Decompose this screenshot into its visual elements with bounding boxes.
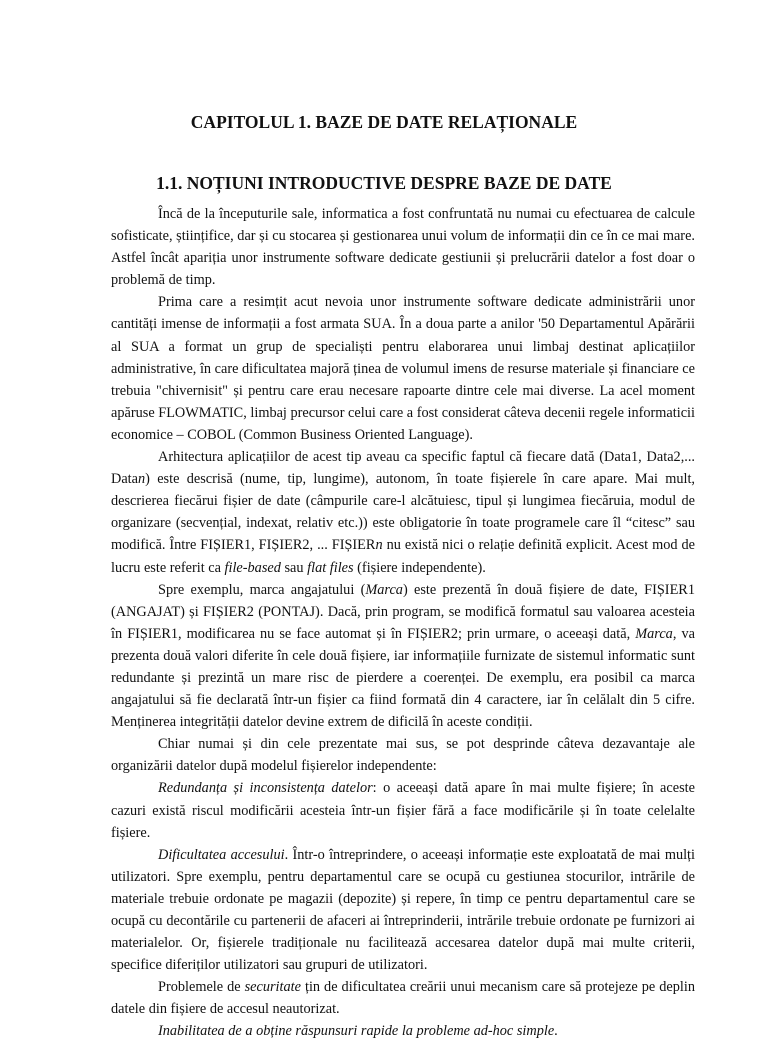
text-run: . [554, 1023, 558, 1040]
text-run: : o aceeași dată apare în mai multe fișiere; în aceste cazuri există riscul modificării acesteia într-un fișier fără a face modificările și în toate celelalte fișiere. [111, 780, 695, 841]
paragraph [111, 844, 695, 977]
italic-text: Inabilitatea de a obține răspunsuri rapide la probleme ad-hoc simple [158, 1023, 555, 1040]
italic-text: flat files [307, 559, 354, 576]
italic-text: Redundanța și inconsistența datelor [158, 780, 373, 797]
text-run: Chiar numai și din cele prezentate mai sus, se pot desprinde câteva dezavantaje ale organizării datelor după modelul fișierelor independente: [111, 736, 695, 775]
italic-text: n [375, 537, 383, 554]
paragraph [111, 446, 695, 579]
text-run: (fișiere independente). [353, 559, 486, 576]
italic-text: n [138, 471, 146, 488]
text-run: . Într-o întreprindere, o aceeași informație este exploatată de mai mulți utilizatori. Spre exemplu, pentru departamentul care se ocupă cu gestiunea stocurilor, intrările de materiale trebuie ordonate pe magazii (depozite) și repere, în timp ce pentru departamentul care se ocupă cu decontările cu partenerii de afaceri ai întreprinderii, intrările trebuie ordonate pe furnizori ai materialelor. Or, fișierele tradiționale nu facilitează accesarea datelor după mai multe criterii, specifice diferiților utilizatori sau grupuri de utilizatori. [111, 846, 696, 974]
text-run: Încă de la începuturile sale, informatica a fost confruntată nu numai cu efectuarea de calcule sofisticate, științifice, dar și cu stocarea și gestionarea unui volum de informații din ce în ce mai mare. Astfel încât apariția unor instrumente software dedicate gestiunii și prelucrării datelor a fost doar o problemă de timp. [111, 206, 695, 289]
italic-text: Marca [635, 625, 673, 642]
italic-text: file-based [224, 559, 281, 576]
text-run: nu există nici o relație definită explicit. Acest mod de lucru este referit ca [111, 537, 695, 576]
text-run: Arhitectura aplicațiilor de acest tip aveau ca specific faptul că fiecare dată (Data1, Data2,... Data [111, 449, 695, 488]
chapter-title: CAPITOLUL 1. BAZE DE DATE RELAȚIONALE [190, 112, 578, 132]
text-run: țin de dificultatea creării unui mecanism care să protejeze pe deplin datele din fișiere de accesul neautorizat. [111, 979, 695, 1018]
paragraph [111, 579, 695, 734]
paragraph [111, 291, 695, 446]
italic-text: securitate [244, 979, 301, 996]
italic-text: Marca [365, 581, 403, 598]
text-run: Prima care a resimțit acut nevoia unor instrumente software dedicate administrării unor cantități imense de informații a fost armata SUA. În a doua parte a anilor '50 Departamentul Apărării al SUA a format un grup de specialiști pentru elaborarea unui limbaj destinat aplicațiilor administrative, în care dificultatea majoră ținea de volumul imens de resurse materiale și financiare ce trebuia "chivernisit" și pentru care erau necesare rapoarte dintre cele mai diverse. La acel moment apăruse FLOWMATIC, limbaj precursor celui care a fost considerat câteva decenii regele informaticii economice – COBOL (Common Business Oriented Language). [111, 294, 695, 443]
section-title: 1.1. NOȚIUNI INTRODUCTIVE DESPRE BAZE DE DATE [156, 173, 612, 193]
paragraph [111, 777, 695, 843]
text-run: Spre exemplu, marca angajatului ( [158, 581, 366, 598]
text-run: Problemele de [158, 979, 245, 996]
text-run: , va prezenta două valori diferite în cele două fișiere, iar informațiile furnizate de sistemul informatic sunt redundante și prezintă un mare risc de pierdere a coerenței. De exemplu, era posibil ca marca angajatului să fie declarată într-un fișier ca fiind formată din 4 caractere, iar în celălalt din 5 cifre. Menținerea integrității datelor devine extrem de dificilă în aceste condiții. [111, 625, 695, 731]
paragraph [111, 733, 695, 777]
document-body [111, 203, 695, 1043]
text-run: ) este prezentă în două fișiere de date, FIȘIER1 (ANGAJAT) și FIȘIER2 (PONTAJ). Dacă, prin program, se modifică formatul sau valoarea acesteia în FIȘIER1, modificarea nu se face automat și în FIȘIER2; prin urmare, o aceeași dată, [111, 581, 695, 642]
paragraph [111, 203, 695, 291]
paragraph [111, 976, 695, 1020]
italic-text: Dificultatea accesului [158, 846, 285, 863]
text-run: ) este descrisă (nume, tip, lungime), autonom, în toate fișierele în care apare. Mai mult, descrierea fiecărui fișier de date (câmpurile care-l alcătuiesc, tipul și lungimea fiecăruia, modul de organizare (secvențial, indexat, relativ etc.)) este obligatorie în toate programele care îl “citesc” sau modifică. Între FIȘIER1, FIȘIER2, ... FIȘIER [111, 471, 695, 554]
text-run: sau [280, 559, 308, 576]
